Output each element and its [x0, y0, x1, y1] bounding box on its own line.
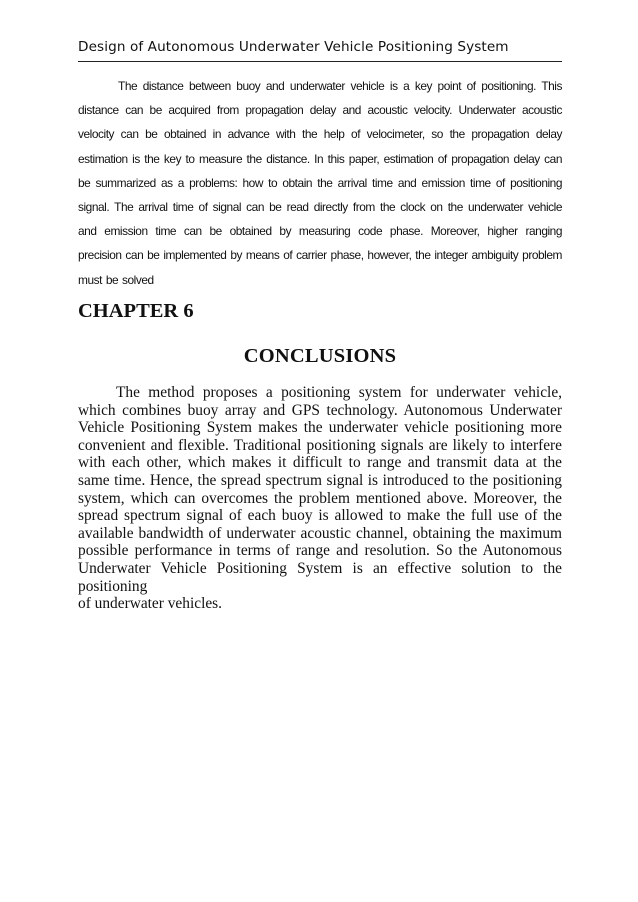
conclusion-text: The method proposes a positioning system for underwater vehicle, which combines buoy array and GPS technology. Autonomous Underwater Vehicle Positioning System makes the underwater vehicle positioning more convenient and flexible. Traditional positioning signals are likely to interfere with each other, which makes it difficult to range and transmit data at the same time. Hence, the spread spectrum signal is introduced to the positioning system, which can overcomes the problem mentioned above. Moreover, the spread spectrum signal of each buoy is allowed to make the full use of the available bandwidth of underwater acoustic channel, obtaining the maximum possible performance in terms of range and resolution. So the Autonomous Underwater Vehicle Positioning System is an effective solution to the positioning	[78, 384, 562, 595]
chapter-label: CHAPTER 6	[78, 300, 194, 322]
page-header: Design of Autonomous Underwater Vehicle Positioning System	[78, 39, 509, 55]
intro-paragraph: The distance between buoy and underwater vehicle is a key point of positioning. This distance can be acquired from propagation delay and acoustic velocity. Underwater acoustic velocity can be obtained in advance with the help of velocimeter, so the propagation delay estimation is the key to measure the distance. In this paper, estimation of propagation delay can be summarized as a problems: how to obtain the arrival time and emission time of positioning signal. The arrival time of signal can be read directly from the clock on the underwater vehicle and emission time can be obtained by measuring code phase. Moreover, higher ranging precision can be implemented by means of carrier phase, however, the integer ambiguity problem must be solved	[78, 79, 562, 287]
conclusion-last-line: of underwater vehicles.	[78, 595, 223, 613]
header-divider	[78, 61, 562, 62]
chapter-title: CONCLUSIONS	[243, 345, 397, 367]
conclusion-paragraph	[78, 384, 562, 613]
